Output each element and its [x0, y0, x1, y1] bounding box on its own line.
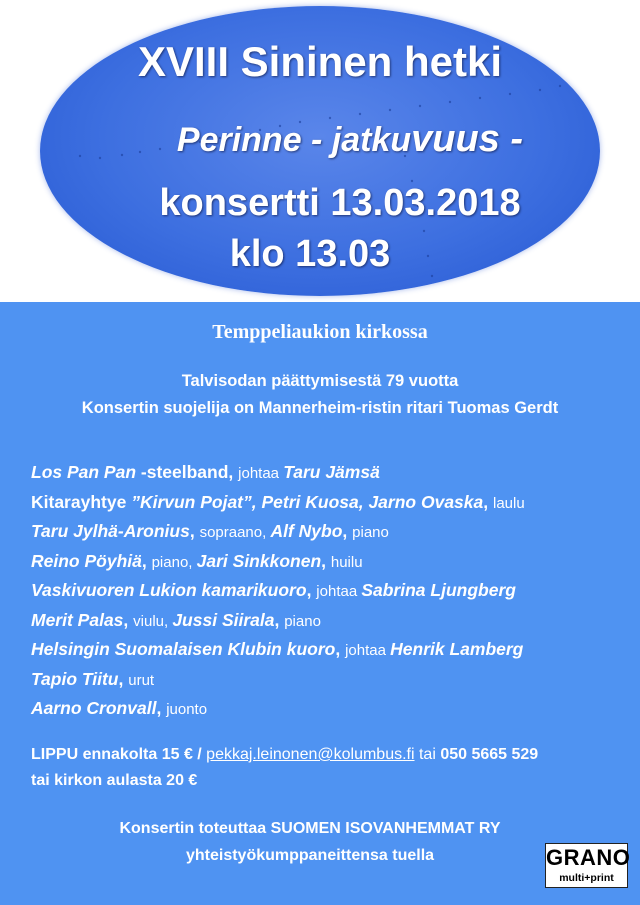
- performer-role: huilu: [330, 553, 363, 571]
- separator: ,: [141, 550, 152, 571]
- performer-name: Tapio Tiitu: [31, 668, 119, 689]
- concert-date: konsertti 13.03.2018: [159, 182, 521, 224]
- logo-tagline: multi+print: [559, 872, 614, 884]
- separator: ,: [123, 609, 134, 630]
- performer-row: [31, 488, 525, 518]
- performer-role: piano: [284, 612, 321, 630]
- performer-role: johtaa: [316, 583, 362, 600]
- performer-row: [31, 606, 525, 636]
- performer-row: [31, 517, 525, 547]
- ticket-info: [31, 742, 538, 794]
- performer-group: Kitarayhtye: [31, 491, 132, 512]
- organizer-line-1: Konsertin toteuttaa SUOMEN ISOVANHEMMAT RY: [119, 820, 501, 837]
- separator: ,: [342, 521, 353, 541]
- performer-role: sopraano,: [199, 524, 271, 541]
- ticket-or-text: tai: [414, 746, 441, 763]
- header-area: [0, 0, 640, 302]
- performer-row: [31, 576, 525, 606]
- performer-role: piano,: [151, 553, 197, 571]
- separator: ,: [306, 580, 317, 600]
- ticket-price-text: LIPPU ennakolta 15 € /: [31, 746, 207, 763]
- performer-role: johtaa: [238, 465, 284, 482]
- event-subtitle: [30, 118, 640, 161]
- grano-logo: [545, 843, 631, 888]
- organizer-line-2: yhteistyökumppaneittensa tuella: [185, 847, 435, 864]
- performer-name: Jussi Siirala: [172, 609, 275, 630]
- performer-name: Aarno Cronvall: [31, 698, 157, 718]
- performer-role: viulu,: [133, 612, 173, 630]
- performers-list: [31, 458, 525, 724]
- email-link[interactable]: pekkaj.leinonen@kolumbus.fi: [206, 746, 415, 763]
- performer-role: juonto: [166, 701, 208, 718]
- performer-role: johtaa: [345, 642, 391, 659]
- ticket-line-1: [31, 742, 538, 768]
- event-title: XVIII Sininen hetki: [137, 38, 503, 85]
- performer-name: Sabrina Ljungberg: [361, 580, 516, 600]
- performer-name: Taru Jylhä-Aronius: [31, 521, 190, 541]
- performer-name: ”Kirvun Pojat”, Petri Kuosa, Jarno Ovaska: [131, 491, 484, 512]
- intro-line-2: Konsertin suojelija on Mannerheim-ristin ritari Tuomas Gerdt: [81, 399, 559, 417]
- performer-row: [31, 665, 525, 695]
- performer-row: [31, 547, 525, 577]
- performer-role: piano: [352, 524, 389, 541]
- separator: ,: [321, 550, 331, 571]
- performer-role: laulu: [492, 494, 525, 512]
- performer-name: Jari Sinkkonen: [196, 550, 322, 571]
- performer-role: -steelband,: [136, 462, 239, 482]
- subtitle-part1: Perinne - jatku: [176, 121, 412, 159]
- performer-name: Vaskivuoren Lukion kamarikuoro: [31, 580, 307, 600]
- ticket-phone: 050 5665 529: [440, 746, 539, 763]
- separator: ,: [335, 639, 346, 659]
- ticket-line-2: tai kirkon aulasta 20 €: [31, 772, 198, 789]
- performer-role: urut: [128, 671, 155, 689]
- separator: ,: [483, 491, 493, 512]
- performer-name: Reino Pöyhiä: [31, 550, 142, 571]
- performer-name: Taru Jämsä: [283, 462, 380, 482]
- intro-line-1: Talvisodan päättymisestä 79 vuotta: [181, 372, 459, 390]
- performer-name: Los Pan Pan: [31, 462, 137, 482]
- logo-name: GRANO: [546, 845, 631, 870]
- performer-name: Helsingin Suomalaisen Klubin kuoro: [31, 639, 336, 659]
- separator: ,: [156, 698, 167, 718]
- performer-name: Alf Nybo: [270, 521, 343, 541]
- concert-time: klo 13.03: [229, 233, 391, 275]
- separator: ,: [189, 521, 200, 541]
- subtitle-part3: -: [499, 118, 524, 160]
- venue-heading: Temppeliaukion kirkossa: [212, 321, 428, 343]
- performer-name: Merit Palas: [31, 609, 124, 630]
- separator: ,: [274, 609, 285, 630]
- performer-name: Henrik Lamberg: [390, 639, 524, 659]
- separator: ,: [118, 668, 129, 689]
- performer-row: [31, 635, 525, 665]
- performer-row: [31, 694, 525, 724]
- subtitle-part2: vuus: [411, 118, 500, 160]
- performer-row: [31, 458, 525, 488]
